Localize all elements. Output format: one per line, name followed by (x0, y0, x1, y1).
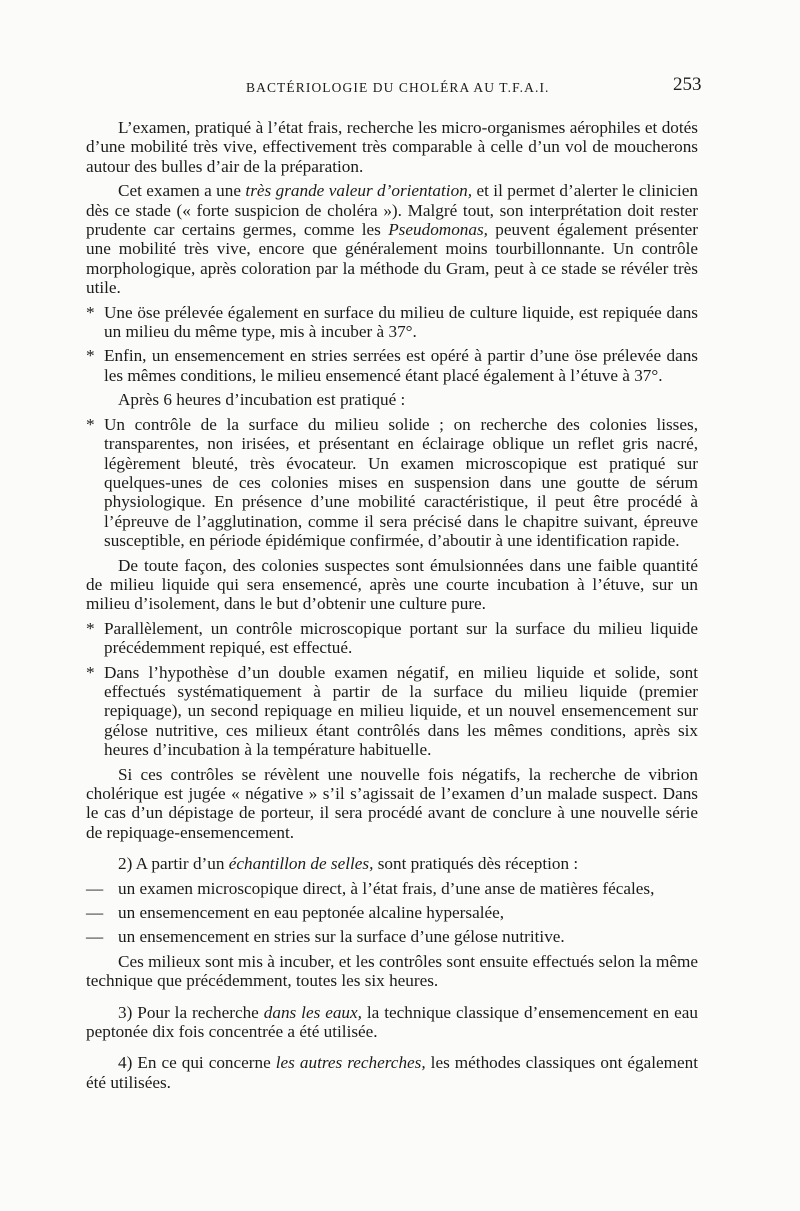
running-title: BACTÉRIOLOGIE DU CHOLÉRA AU T.F.A.I. (246, 80, 550, 95)
text-span: la technique classique d’ensemencement en eau peptonée dix fois concentrée a été utilisée. (86, 1002, 698, 1042)
text-span: Cet examen a une (118, 181, 246, 201)
dash-icon: — (86, 878, 104, 898)
emphasis-text: échantillon de selles, (228, 854, 374, 874)
dash-item (86, 879, 698, 898)
asterisk-icon: * (86, 346, 95, 366)
paragraph-orientation-value (86, 181, 698, 297)
bullet-text: Dans l’hypothèse d’un double examen négatif, en milieu liquide et solide, sont effectués systématiquement à partir de la surface du milieu liquide (premier repiquage), un second repiquage en milieu liquide, et un nouvel ensemencement sur gélose nutritive, ces milieux étant contrôlés dans les mêmes conditions, après six heures d’incubation à la température habituelle. (104, 662, 698, 760)
dash-text: un ensemencement en eau peptonée alcaline hypersalée, (118, 903, 505, 923)
emphasis-text: dans les eaux, (263, 1002, 362, 1022)
paragraph-negative-result: Si ces contrôles se révèlent une nouvelle fois négatifs, la recherche de vibrion cholérique est jugée « négative » s’il s’agissait de l’examen d’un malade suspect. Dans le cas d’un dépistage de porteur, il sera procédé avant de conclure à une nouvelle série de repiquage-ensemencement. (86, 764, 698, 842)
text-span: les méthodes classiques ont également été utilisées. (86, 1053, 698, 1092)
bullet-text: Une öse prélevée également en surface du milieu de culture liquide, est repiquée dans un milieu du même type, mis à incuber à 37°. (104, 302, 698, 342)
dash-text: un ensemencement en stries sur la surface d’une gélose nutritive. (118, 927, 565, 947)
body-text (86, 118, 698, 1097)
asterisk-icon: * (86, 662, 95, 682)
text-span: 3) Pour la recherche (118, 1002, 264, 1022)
asterisk-icon: * (86, 414, 95, 434)
dash-text: un examen microscopique direct, à l’état frais, d’une anse de matières fécales, (118, 878, 655, 898)
text-span: 2) A partir d’un (118, 854, 229, 874)
asterisk-icon: * (86, 618, 95, 638)
section-3-paragraph (86, 1003, 698, 1042)
emphasis-text: très grande valeur d’orientation, (245, 181, 473, 201)
dash-icon: — (86, 927, 104, 947)
text-span: sont pratiqués dès réception : (373, 854, 579, 874)
text-span: peuvent également présenter une mobilité très vive, encore que généralement moins tourbillonnante. Un contrôle morphologique, après coloration par la méthode du Gram, peut à ce stade se révéler très utile. (86, 220, 698, 298)
bullet-item (86, 663, 698, 760)
bullet-text: Un contrôle de la surface du milieu solide ; on recherche des colonies lisses, transparentes, non irisées, et présentant en éclairage oblique un reflet gris nacré, légèrement bleuté, très évocateur. Un examen microscopique est pratiqué sur quelques-unes de ces colonies mises en suspension dans une goutte de sérum physiologique. En présence d’une mobilité caractéristique, il peut être procédé à l’épreuve de l’agglutination, comme il sera précisé dans le chapitre suivant, épreuve susceptible, en période épidémique confirmée, d’aboutir à une identification rapide. (104, 414, 698, 551)
bullet-text: Enfin, un ensemencement en stries serrées est opéré à partir d’une öse prélevée dans les mêmes conditions, le milieu ensemencé étant placé également à l’étuve à 37°. (104, 346, 698, 385)
text-span: 4) En ce qui concerne (118, 1053, 276, 1073)
paragraph-suspect-colonies: De toute façon, des colonies suspectes sont émulsionnées dans une faible quantité de milieu liquide qui sera ensemencé, après une courte incubation à l’étuve, sur un milieu d’isolement, dans le but d’obtenir une culture pure. (86, 555, 698, 614)
bullet-item (86, 303, 698, 342)
bullet-item (86, 619, 698, 658)
bullet-item (86, 346, 698, 385)
dash-item (86, 903, 698, 922)
asterisk-icon: * (86, 302, 95, 322)
bullet-text: Parallèlement, un contrôle microscopique portant sur la surface du milieu liquide précédemment repiqué, est effectué. (104, 618, 698, 658)
text-span: et il permet d’alerter le clinicien dès ce stade (« forte suspicion de choléra »). Malgré tout, son interprétation doit rester prudente car certains germes, comme les (86, 181, 699, 240)
page-header (0, 74, 800, 104)
emphasis-text: Pseudomonas, (388, 220, 488, 240)
section-4-paragraph (86, 1053, 698, 1092)
emphasis-text: les autres recherches, (275, 1053, 426, 1073)
dash-item (86, 927, 698, 946)
page-number: 253 (673, 74, 702, 95)
paragraph-incubation: Ces milieux sont mis à incuber, et les contrôles sont ensuite effectués selon la même technique que précédemment, toutes les six heures. (86, 951, 698, 991)
paragraph-after-6-hours: Après 6 heures d’incubation est pratiqué : (118, 390, 406, 410)
section-2-heading (86, 854, 698, 873)
paragraph-direct-examination: L’examen, pratiqué à l’état frais, recherche les micro-organismes aérophiles et dotés d’une mobilité très vive, effectivement très comparable à celle d’un vol de moucherons autour des bulles d’air de la préparation. (86, 118, 698, 176)
dash-icon: — (86, 903, 104, 923)
bullet-item (86, 415, 698, 551)
